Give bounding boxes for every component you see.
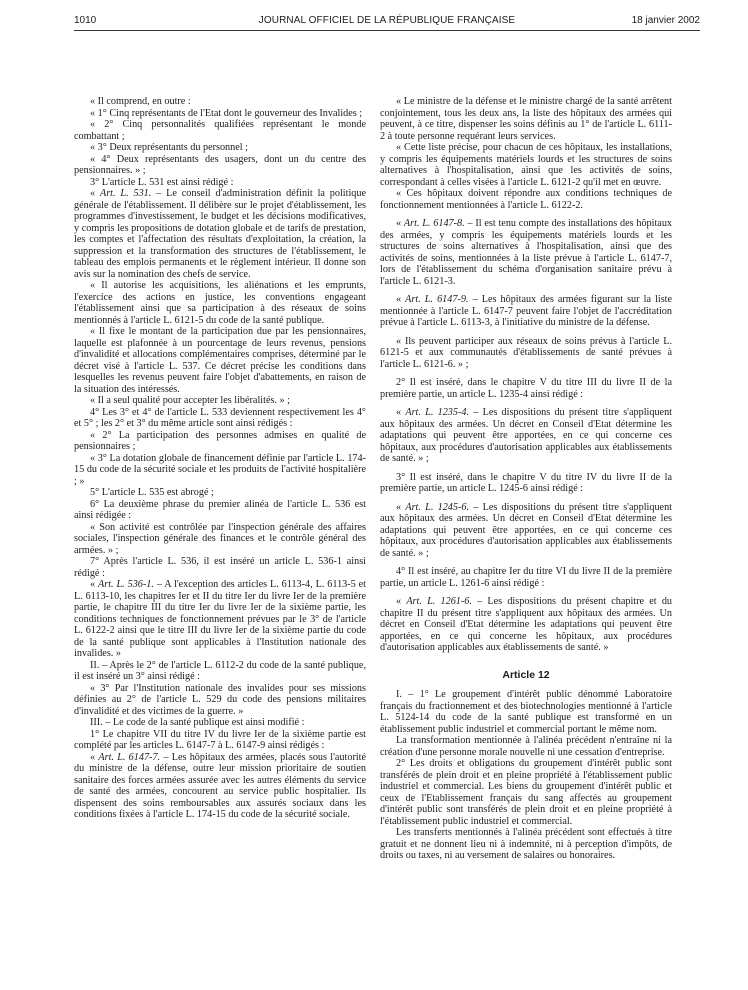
paragraph-text: « 3° La dotation globale de financement définie par l'article L. 174-15 du code de la sécurité sociale et les produits de l'activité hospitalière ; » — [74, 452, 366, 487]
paragraph — [74, 280, 366, 326]
paragraph — [380, 377, 672, 400]
paragraph-text: – Les dispositions du présent titre s'appliquent aux hôpitaux des armées. Un décret en Conseil d'Etat détermine les adaptations qui peuvent être apportées, en ce qui concerne ces hôpitaux, aux procédures d'autorisation applicables aux établissements de santé. » ; — [380, 407, 673, 464]
paragraph-text: « Il autorise les acquisitions, les aliénations et les emprunts, l'exercice des actions en justice, les conventions engageant l'établissement ainsi que sa participation à des réseaux de soins mentionnés à l'article L. 6121-5 du code de la santé publique. — [74, 280, 366, 326]
article-reference: Art. L. 6147-8. — [403, 218, 465, 229]
paragraph — [74, 142, 366, 154]
paragraph-text: – Les hôpitaux des armées, placés sous l'autorité du ministre de la défense, outre leur mission prioritaire de soutien sanitaire des forces armées assurée avec les autres éléments du service de santé des armées, concourent au service public hospitalier. Ils dispensent des soins remboursables aux assurés sociaux dans les conditions fixées à l'article L. 174-15 du code de la sécurité sociale. — [74, 751, 367, 820]
page-number: 1010 — [74, 15, 97, 26]
article-reference: Art. L. 536-1. — [98, 579, 154, 590]
paragraph-text: « Cette liste précise, pour chacun de ces hôpitaux, les installations, y compris les équipements matériels lourds et les structures de soins alternatives à l'hospitalisation, ainsi que les activités de soins, correspondant à celles visées à l'article L. 6121-2 qu'il met en œuvre. — [380, 142, 672, 188]
paragraph-text: – Le conseil d'administration définit la politique générale de l'établissement. Il délibère sur le projet d'établissement, les programmes d'investissement, le budget et les décisions modificatives, y compris les propositions de dotation globale et de tarifs de prestation, les comptes et l'affectation des résultats d'exploitation, la création, la suppression et la transformation des structures de l'établissement, le tableau des emplois permanents et le règlement intérieur. Il donne son avis sur la nomination des chefs de service. — [74, 188, 367, 280]
paragraph-text: – Il est tenu compte des installations des hôpitaux des armées, y compris les équipements matériels lourds et les structures de soins alternatives à l'hospitalisation, ainsi que des activités de soins, mentionnées à la liste prévue à l'article L. 6147-7, lors de l'établissement du schéma d'organisation sanitaire prévu à l'article L. 6121-3. — [380, 218, 673, 287]
paragraph-text: « Ces hôpitaux doivent répondre aux conditions techniques de fonctionnement mentionnées à l'article L. 6122-2. — [380, 188, 672, 211]
header-rule — [74, 30, 700, 31]
article-reference: Art. L. 531. — [99, 188, 152, 199]
paragraph — [74, 407, 366, 430]
paragraph-text: 2° Les droits et obligations du groupement d'intérêt public sont transférés de plein droit et en pleine propriété à l'établissement public industriel et commercial. Les biens du groupement d'intérêt public et ceux de l'Etablissement français du sang affectés au groupement d'intérêt public sont transférés de plein droit et en pleine propriété à l'établissement public industriel et commercial. — [380, 758, 672, 827]
right-column — [380, 96, 672, 862]
paragraph-text: « 3° Par l'Institution nationale des invalides pour ses missions définies au 2° de l'article L. 529 du code des pensions militaires d'invalidité et des victimes de la guerre. » — [74, 682, 366, 717]
paragraph — [74, 119, 366, 142]
paragraph-text: III. – Le code de la santé publique est ainsi modifié : — [90, 717, 305, 728]
paragraph-text: 7° Après l'article L. 536, il est inséré un article L. 536-1 ainsi rédigé : — [74, 556, 366, 579]
paragraph-text: « 2° La participation des personnes admises en qualité de pensionnaires ; — [74, 429, 366, 452]
paragraph-text: « Son activité est contrôlée par l'inspection générale des affaires sociales, l'inspection générale des finances et le contrôle général des armées. » ; — [74, 521, 366, 556]
paragraph: « Art. L. 6147-8. – Il est tenu compte des installations des hôpitaux des armées, y compris les équipements matériels lourds et les structures de soins alternatives à l'hospitalisation, ainsi que des activités de soins, mentionnées à la liste prévue à l'article L. 6147-7, lors de l'établissement du schéma d'organisation sanitaire prévu à l'article L. 6121-3. — [380, 218, 673, 287]
paragraph-text: 3° Il est inséré, dans le chapitre V du titre IV du livre II de la première partie, un article L. 1245-6 ainsi rédigé : — [380, 471, 672, 494]
paragraph — [380, 827, 672, 862]
paragraph — [380, 96, 672, 142]
page-header — [74, 15, 700, 29]
paragraph — [74, 499, 366, 522]
paragraph — [74, 556, 366, 579]
paragraph: « Art. L. 536-1. – A l'exception des articles L. 6113-4, L. 6113-5 et L. 6113-10, les chapitres Ier et II du titre Ier du livre Ier de la première partie, le chapitre III du titre Ier du livre Ier de la sixième partie, les conditions techniques de fonctionnement prévues par le 3° de l'article L. 6122-2 ainsi que le titre III du livre Ier de la sixième partie du code de la santé publique sont applicables à l'Institution nationale des invalides. » — [74, 579, 367, 659]
paragraph-text: « Il fixe le montant de la participation due par les pensionnaires, laquelle est plafonnée à un pourcentage de leurs revenus, pensions d'invalidité et allocations complémentaires comprises, déterminé par le décret visé à l'article L. 537. Ce décret précise les conditions dans lesquelles les revenus peuvent faire l'objet d'abattements, en raison de la situation des intéressés. — [74, 326, 366, 395]
paragraph-text: « Le ministre de la défense et le ministre chargé de la santé arrêtent conjointement, tous les deux ans, la liste des hôpitaux des armées qui peuvent, à ce titre, dispenser les soins définis au 1° de l'article L. 6111-2 à toute personne requérant leurs services. — [380, 96, 672, 142]
paragraph-text: 4° Les 3° et 4° de l'article L. 533 deviennent respectivement les 4° et 5° ; les 2° et 3° du même article sont ainsi rédigés : — [74, 406, 366, 429]
journal-title: JOURNAL OFFICIEL DE LA RÉPUBLIQUE FRANÇAISE — [258, 15, 516, 26]
paragraph-text: « 4° Deux représentants des usagers, dont un du centre des pensionnaires. » ; — [74, 153, 366, 176]
paragraph-text: 2° Il est inséré, dans le chapitre V du titre III du livre II de la première partie, un article L. 1235-4 ainsi rédigé : — [380, 377, 672, 400]
paragraph: « Art. L. 1235-4. – Les dispositions du présent titre s'appliquent aux hôpitaux des armées. Un décret en Conseil d'Etat détermine les adaptations qui peuvent être apportées, en ce qui concerne ces hôpitaux, aux procédures d'autorisation applicables aux établissements de santé. » ; — [380, 407, 673, 464]
paragraph: « Art. L. 1245-6. – Les dispositions du présent titre s'appliquent aux hôpitaux des armées. Un décret en Conseil d'Etat détermine les adaptations qui peuvent être apportées, en ce qui concerne ces hôpitaux, aux procédures d'autorisation applicables aux établissements de santé. » ; — [380, 501, 673, 559]
paragraph-text: « 1° Cinq représentants de l'Etat dont le gouverneur des Invalides ; — [90, 107, 363, 119]
paragraph — [74, 729, 366, 752]
paragraph-text: 4° Il est inséré, au chapitre Ier du titre VI du livre II de la première partie, un article L. 1261-6 ainsi rédigé : — [380, 566, 672, 589]
paragraph-text: 5° L'article L. 535 est abrogé ; — [90, 487, 214, 498]
paragraph — [74, 717, 366, 729]
paragraph — [380, 735, 672, 758]
paragraph-text: 1° Le chapitre VII du titre IV du livre Ier de la sixième partie est complété par les articles L. 6147-7 à L. 6147-9 ainsi rédigés : — [74, 728, 366, 751]
paragraph — [74, 453, 366, 488]
paragraph-text: – Les hôpitaux des armées figurant sur la liste mentionnée à l'article L. 6147-7 peuvent faire l'objet de l'accréditation prévue à l'article L. 6113-3, à l'initiative du ministre de la défense. — [380, 294, 673, 328]
paragraph-text: 6° La deuxième phrase du premier alinéa de l'article L. 536 est ainsi rédigée : — [74, 498, 366, 521]
paragraph — [74, 683, 366, 718]
paragraph — [74, 395, 366, 407]
paragraph-text: « Il comprend, en outre : — [90, 96, 191, 107]
paragraph: « Art. L. 1261-6. – Les dispositions du présent chapitre et du chapitre II du présent titre s'appliquent aux hôpitaux des armées. Un décret en Conseil d'Etat détermine les adaptations qui peuvent être apportées, en ce qui concerne les hôpitaux, aux procédures d'autorisation applicables aux établissements de santé. » — [380, 596, 673, 653]
paragraph — [380, 689, 672, 735]
paragraph — [74, 177, 366, 189]
paragraph-text: « 3° Deux représentants du personnel ; — [90, 142, 248, 153]
paragraph — [74, 154, 366, 177]
paragraph — [380, 188, 672, 211]
paragraph — [380, 142, 672, 188]
paragraph-text: « 2° Cinq personnalités qualifiées représentant le monde combattant ; — [74, 119, 366, 142]
paragraph: « Art. L. 6147-7. – Les hôpitaux des armées, placés sous l'autorité du ministre de la défense, outre leur mission prioritaire de soutien sanitaire des forces armées assurée avec les autres éléments du service de santé des armées, concourent au service public hospitalier. Ils dispensent des soins remboursables aux assurés sociaux dans les conditions fixées à l'article L. 174-15 du code de la sécurité sociale. — [74, 751, 367, 820]
paragraph — [74, 108, 366, 120]
paragraph — [74, 660, 366, 683]
left-column — [74, 96, 366, 821]
article-reference: Art. L. 6147-7. — [98, 751, 161, 763]
paragraph-text: II. – Après le 2° de l'article L. 6112-2 du code de la santé publique, il est inséré un 3° ainsi rédigé : — [74, 659, 366, 682]
article-heading: Article 12 — [502, 668, 550, 681]
paragraph-text: « Ils peuvent participer aux réseaux de soins prévus à l'article L. 6121-5 et aux communautés d'établissements de santé prévues à l'article L. 6121-6. » ; — [380, 335, 672, 370]
paragraph: « Art. L. 531. – Le conseil d'administration définit la politique générale de l'établissement. Il délibère sur le projet d'établissement, les programmes d'investissement, le budget et les décisions modificatives, y compris les propositions de dotation globale et de tarifs de prestation, les comptes et l'affectation des résultats d'exploitation, la création, la suppression et la transformation des structures de l'établissement, le tableau des emplois permanents et le règlement intérieur. Il donne son avis sur la nomination des chefs de service. — [74, 188, 367, 280]
paragraph — [74, 326, 366, 395]
paragraph-text: I. – 1° Le groupement d'intérêt public dénommé Laboratoire français du fractionnement et des biotechnologies mentionné à l'article L. 5124-14 du code de la santé publique est transformé en un établissement public industriel et commercial portant le même nom. — [380, 689, 672, 735]
paragraph-text: 3° L'article L. 531 est ainsi rédigé : — [90, 176, 234, 188]
paragraph-text: Les transferts mentionnés à l'alinéa précédent sont effectués à titre gratuit et ne donnent lieu ni à indemnité, ni à perception d'impôts, de droits ou taxes, ni au versement de salaires ou honoraires. — [380, 827, 672, 861]
article-reference: Art. L. 1261-6. — [406, 596, 472, 607]
paragraph — [380, 472, 672, 495]
paragraph-text: – Les dispositions du présent chapitre et du chapitre II du présent titre s'appliquent aux hôpitaux des armées. Un décret en Conseil d'Etat détermine les adaptations qui peuvent être apportées, en ce qui concerne les hôpitaux, aux procédures d'autorisation applicables aux établissements de santé. » — [380, 596, 673, 653]
paragraph-text: La transformation mentionnée à l'alinéa précédent n'entraîne ni la création d'une personne morale nouvelle ni une cessation d'entreprise. — [380, 735, 672, 758]
publication-date: 18 janvier 2002 — [631, 15, 700, 26]
article-reference: Art. L. 1235-4. — [405, 407, 470, 418]
paragraph: « Art. L. 6147-9. – Les hôpitaux des armées figurant sur la liste mentionnée à l'article L. 6147-7 peuvent faire l'objet de l'accréditation prévue à l'article L. 6113-3, à l'initiative du ministre de la défense. — [380, 294, 673, 328]
paragraph — [74, 487, 366, 499]
paragraph-text: – Les dispositions du présent titre s'appliquent aux hôpitaux des armées. Un décret en Conseil d'Etat détermine les adaptations qui peuvent être apportées, en ce qui concerne ces hôpitaux, aux procédures d'autorisation applicables aux établissements de santé. » ; — [380, 501, 673, 559]
paragraph — [380, 758, 672, 827]
paragraph-text: « Il a seul qualité pour accepter les libéralités. » ; — [90, 395, 290, 406]
article-reference: Art. L. 6147-9. — [405, 294, 469, 305]
paragraph — [380, 336, 672, 371]
paragraph — [74, 96, 366, 108]
paragraph — [74, 522, 366, 557]
paragraph-text: – A l'exception des articles L. 6113-4, L. 6113-5 et L. 6113-10, les chapitres Ier et II du titre Ier du livre Ier de la première partie, le chapitre III du titre Ier du livre Ier de la sixième partie, les conditions techniques de fonctionnement prévues par le 3° de l'article L. 6122-2 ainsi que le titre III du livre Ier de la sixième partie du code de la santé publique sont applicables à l'Institution nationale des invalides. » — [74, 579, 367, 659]
article-reference: Art. L. 1245-6. — [405, 501, 470, 513]
paragraph — [74, 430, 366, 453]
paragraph — [380, 566, 672, 589]
